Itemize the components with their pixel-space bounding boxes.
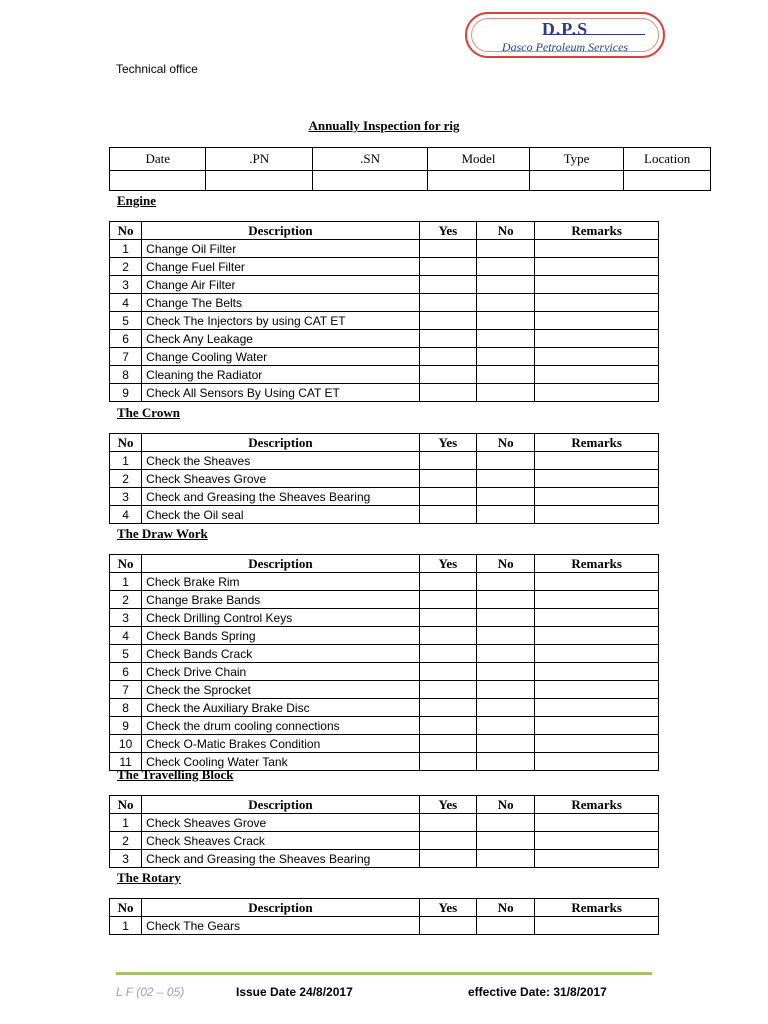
table-row [110,330,659,348]
remarks-cell[interactable] [535,384,659,402]
table-row [110,470,659,488]
task-description: Cleaning the Radiator [142,366,420,384]
header-sn: .SN [312,148,427,171]
no-cell[interactable] [477,294,535,312]
task-description: Check and Greasing the Sheaves Bearing [142,850,420,868]
column-header-no: No [110,899,142,917]
remarks-cell[interactable] [535,681,659,699]
no-cell[interactable] [477,832,535,850]
task-description: Check the Oil seal [142,506,420,524]
column-header-remarks: Remarks [535,555,659,573]
sn-field[interactable] [312,171,427,191]
table-row [110,850,659,868]
row-number: 1 [110,814,142,832]
table-row [110,717,659,735]
remarks-cell[interactable] [535,814,659,832]
no-cell[interactable] [477,591,535,609]
row-number: 2 [110,258,142,276]
column-header-description: Description [142,899,420,917]
table-row [110,506,659,524]
equipment-info-value-row [110,171,711,191]
section-title-draw-work: The Draw Work [117,526,208,541]
remarks-cell[interactable] [535,506,659,524]
row-number: 11 [110,753,142,771]
no-cell[interactable] [477,488,535,506]
column-header-no-check: No [477,434,535,452]
column-header-yes: Yes [419,434,476,452]
equipment-info-header-row [110,148,711,171]
header-type: Type [529,148,624,171]
yes-cell[interactable] [419,258,476,276]
row-number: 4 [110,627,142,645]
column-header-no: No [110,796,142,814]
remarks-cell[interactable] [535,699,659,717]
task-description: Check The Gears [142,917,420,935]
row-number: 3 [110,276,142,294]
table-row [110,348,659,366]
table-row [110,294,659,312]
no-cell[interactable] [477,258,535,276]
remarks-cell[interactable] [535,276,659,294]
column-header-no: No [110,434,142,452]
row-number: 3 [110,850,142,868]
header-model: Model [428,148,530,171]
footer-rule [116,972,652,975]
row-number: 9 [110,717,142,735]
row-number: 6 [110,663,142,681]
table-row [110,573,659,591]
table-row [110,240,659,258]
table-row [110,681,659,699]
yes-cell[interactable] [419,573,476,591]
no-cell[interactable] [477,627,535,645]
checklist-table-engine [109,221,659,402]
no-cell[interactable] [477,276,535,294]
remarks-cell[interactable] [535,627,659,645]
table-row [110,452,659,470]
section-title-engine: Engine [117,193,157,208]
table-row [110,366,659,384]
remarks-cell[interactable] [535,753,659,771]
remarks-cell[interactable] [535,573,659,591]
column-header-yes: Yes [419,796,476,814]
table-row [110,699,659,717]
task-description: Change Fuel Filter [142,258,420,276]
row-number: 6 [110,330,142,348]
table-row [110,663,659,681]
task-description: Check All Sensors By Using CAT ET [142,384,420,402]
yes-cell[interactable] [419,735,476,753]
column-header-description: Description [142,796,420,814]
table-row [110,312,659,330]
task-description: Check Brake Rim [142,573,420,591]
form-code: L F (02 – 05) [116,985,185,999]
row-number: 4 [110,294,142,312]
remarks-cell[interactable] [535,312,659,330]
yes-cell[interactable] [419,717,476,735]
no-cell[interactable] [477,573,535,591]
column-header-description: Description [142,222,420,240]
column-header-description: Description [142,434,420,452]
effective-date: effective Date: 31/8/2017 [468,985,607,999]
row-number: 2 [110,591,142,609]
row-number: 8 [110,366,142,384]
row-number: 1 [110,240,142,258]
column-header-no-check: No [477,796,535,814]
yes-cell[interactable] [419,753,476,771]
no-cell[interactable] [477,384,535,402]
column-header-remarks: Remarks [535,434,659,452]
task-description: Check Bands Spring [142,627,420,645]
row-number: 4 [110,506,142,524]
task-description: Check the drum cooling connections [142,717,420,735]
row-number: 5 [110,312,142,330]
table-row [110,609,659,627]
column-header-no-check: No [477,222,535,240]
task-description: Check and Greasing the Sheaves Bearing [142,488,420,506]
no-cell[interactable] [477,681,535,699]
section-title-rotary: The Rotary [117,870,181,885]
checklist-table-draw-work [109,554,659,771]
task-description: Check Any Leakage [142,330,420,348]
no-cell[interactable] [477,814,535,832]
task-description: Check Sheaves Grove [142,470,420,488]
checklist-table-rotary [109,898,659,935]
row-number: 1 [110,452,142,470]
task-description: Check Cooling Water Tank [142,753,420,771]
office-label: Technical office [116,62,198,76]
task-description: Check Sheaves Grove [142,814,420,832]
row-number: 2 [110,832,142,850]
row-number: 7 [110,681,142,699]
yes-cell[interactable] [419,627,476,645]
table-row [110,488,659,506]
task-description: Change Cooling Water [142,348,420,366]
yes-cell[interactable] [419,452,476,470]
checklist-header-row [110,899,659,917]
column-header-no-check: No [477,899,535,917]
task-description: Check the Sprocket [142,681,420,699]
yes-cell[interactable] [419,366,476,384]
no-cell[interactable] [477,753,535,771]
yes-cell[interactable] [419,663,476,681]
checklist-header-row [110,222,659,240]
issue-date: Issue Date 24/8/2017 [236,985,353,999]
yes-cell[interactable] [419,832,476,850]
yes-cell[interactable] [419,681,476,699]
yes-cell[interactable] [419,470,476,488]
yes-cell[interactable] [419,699,476,717]
yes-cell[interactable] [419,488,476,506]
header-location: Location [624,148,711,171]
column-header-remarks: Remarks [535,899,659,917]
no-cell[interactable] [477,609,535,627]
table-row [110,832,659,850]
yes-cell[interactable] [419,348,476,366]
row-number: 5 [110,645,142,663]
column-header-no-check: No [477,555,535,573]
logo-rule [545,34,645,35]
remarks-cell[interactable] [535,470,659,488]
table-row [110,258,659,276]
remarks-cell[interactable] [535,258,659,276]
remarks-cell[interactable] [535,663,659,681]
task-description: Check the Auxiliary Brake Disc [142,699,420,717]
section-title-travelling-block: The Travelling Block [117,767,234,782]
task-description: Change Air Filter [142,276,420,294]
model-field[interactable] [428,171,530,191]
table-row [110,735,659,753]
remarks-cell[interactable] [535,591,659,609]
yes-cell[interactable] [419,330,476,348]
remarks-cell[interactable] [535,240,659,258]
row-number: 3 [110,488,142,506]
header-pn: .PN [206,148,312,171]
task-description: Change Brake Bands [142,591,420,609]
type-field[interactable] [529,171,624,191]
table-row [110,276,659,294]
checklist-header-row [110,796,659,814]
company-logo [465,12,665,58]
no-cell[interactable] [477,717,535,735]
row-number: 3 [110,609,142,627]
no-cell[interactable] [477,735,535,753]
table-row [110,591,659,609]
column-header-no: No [110,555,142,573]
remarks-cell[interactable] [535,366,659,384]
no-cell[interactable] [477,699,535,717]
task-description: Check Drilling Control Keys [142,609,420,627]
yes-cell[interactable] [419,276,476,294]
column-header-remarks: Remarks [535,222,659,240]
task-description: Change The Belts [142,294,420,312]
checklist-table-travelling-block [109,795,659,868]
no-cell[interactable] [477,330,535,348]
column-header-no: No [110,222,142,240]
yes-cell[interactable] [419,384,476,402]
remarks-cell[interactable] [535,832,659,850]
remarks-cell[interactable] [535,917,659,935]
table-row [110,814,659,832]
no-cell[interactable] [477,917,535,935]
date-field[interactable] [110,171,206,191]
no-cell[interactable] [477,506,535,524]
no-cell[interactable] [477,645,535,663]
equipment-info-table [109,147,711,191]
remarks-cell[interactable] [535,488,659,506]
column-header-yes: Yes [419,222,476,240]
logo-company-name: Dasco Petroleum Services [501,40,629,54]
no-cell[interactable] [477,452,535,470]
row-number: 1 [110,573,142,591]
remarks-cell[interactable] [535,717,659,735]
task-description: Check Sheaves Crack [142,832,420,850]
yes-cell[interactable] [419,814,476,832]
location-field[interactable] [624,171,711,191]
yes-cell[interactable] [419,506,476,524]
remarks-cell[interactable] [535,735,659,753]
remarks-cell[interactable] [535,452,659,470]
logo-brand: D.P.S [541,19,589,39]
pn-field[interactable] [206,171,312,191]
no-cell[interactable] [477,850,535,868]
row-number: 8 [110,699,142,717]
no-cell[interactable] [477,348,535,366]
yes-cell[interactable] [419,609,476,627]
column-header-description: Description [142,555,420,573]
no-cell[interactable] [477,240,535,258]
column-header-yes: Yes [419,555,476,573]
task-description: Check O-Matic Brakes Condition [142,735,420,753]
yes-cell[interactable] [419,850,476,868]
row-number: 1 [110,917,142,935]
yes-cell[interactable] [419,917,476,935]
column-header-remarks: Remarks [535,796,659,814]
row-number: 7 [110,348,142,366]
column-header-yes: Yes [419,899,476,917]
no-cell[interactable] [477,366,535,384]
section-title-crown: The Crown [117,405,180,420]
remarks-cell[interactable] [535,330,659,348]
yes-cell[interactable] [419,645,476,663]
remarks-cell[interactable] [535,645,659,663]
no-cell[interactable] [477,312,535,330]
no-cell[interactable] [477,663,535,681]
table-row [110,917,659,935]
table-row [110,384,659,402]
document-title: Annually Inspection for rig [308,118,460,133]
checklist-header-row [110,434,659,452]
remarks-cell[interactable] [535,294,659,312]
task-description: Check the Sheaves [142,452,420,470]
yes-cell[interactable] [419,591,476,609]
remarks-cell[interactable] [535,850,659,868]
table-row [110,627,659,645]
row-number: 2 [110,470,142,488]
checklist-header-row [110,555,659,573]
task-description: Check The Injectors by using CAT ET [142,312,420,330]
remarks-cell[interactable] [535,348,659,366]
row-number: 10 [110,735,142,753]
row-number: 9 [110,384,142,402]
header-date: Date [110,148,206,171]
checklist-table-crown [109,433,659,524]
yes-cell[interactable] [419,312,476,330]
task-description: Change Oil Filter [142,240,420,258]
remarks-cell[interactable] [535,609,659,627]
task-description: Check Drive Chain [142,663,420,681]
task-description: Check Bands Crack [142,645,420,663]
yes-cell[interactable] [419,240,476,258]
yes-cell[interactable] [419,294,476,312]
table-row [110,645,659,663]
no-cell[interactable] [477,470,535,488]
